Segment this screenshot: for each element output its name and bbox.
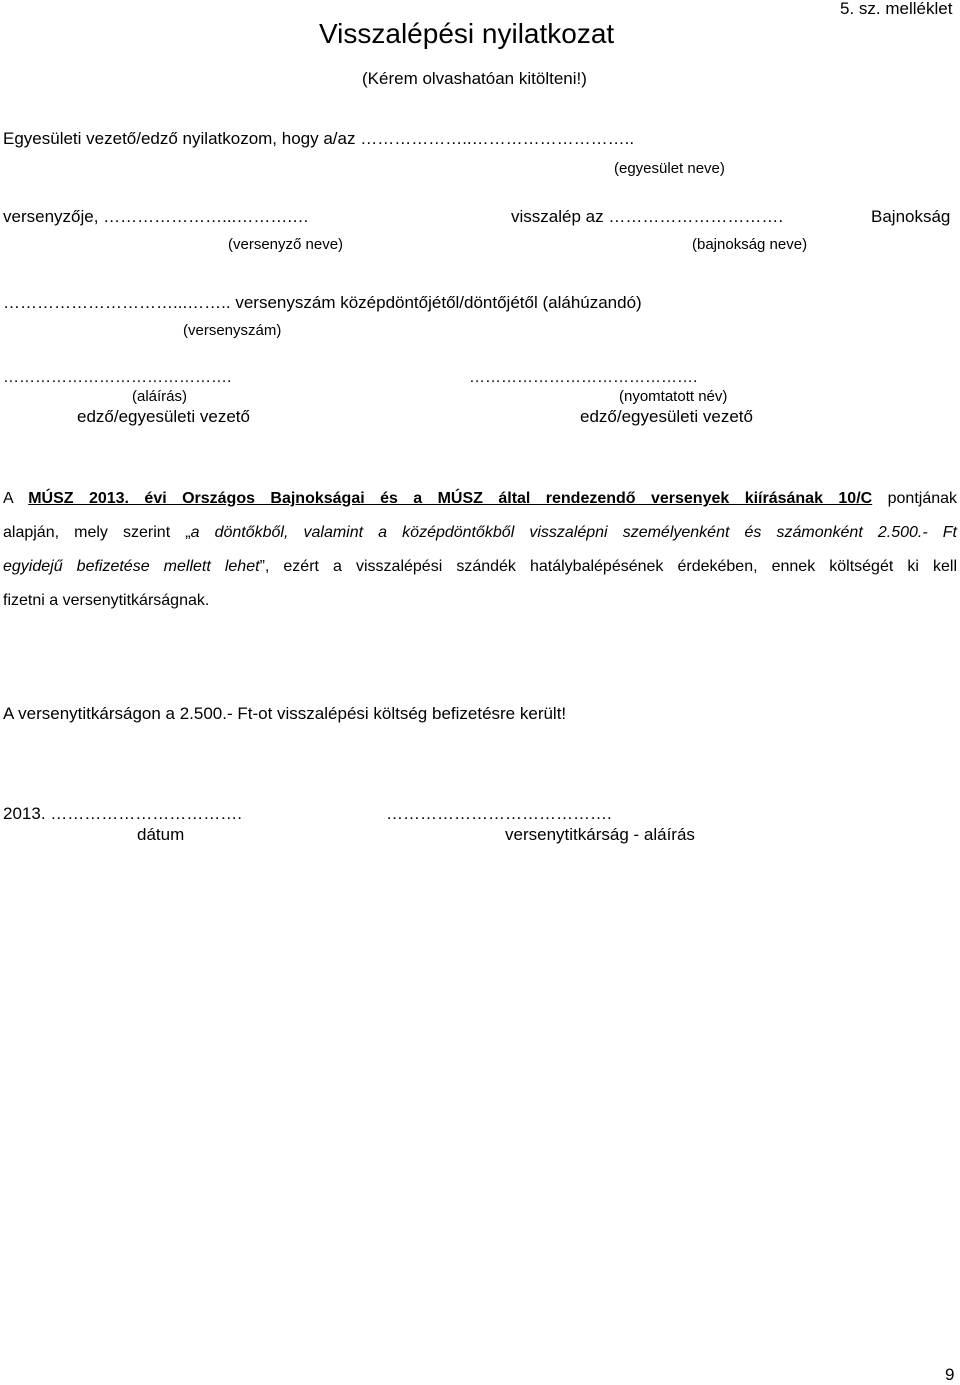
rule-line-3 — [3, 550, 957, 584]
rule-reference: MÚSZ 2013. évi Országos Bajnokságai és a MÚSZ által rendezendő versenyek kiírásának 10/C — [28, 490, 873, 507]
rule-text: fizetni a versenytitkárságnak. — [3, 592, 210, 609]
declaration-line-withdraw: visszalép az …………………………. — [511, 207, 784, 226]
date-dots: 2013. ……………………………. — [3, 804, 242, 823]
fill-instruction: (Kérem olvashatóan kitölteni!) — [362, 69, 587, 88]
rule-line-2 — [3, 516, 957, 550]
date-caption: dátum — [137, 825, 185, 844]
rule-text: A — [3, 490, 29, 507]
signature-role-left: edző/egyesületi vezető — [77, 407, 250, 426]
declaration-line-event: …………………………...…….. versenyszám középdöntőjétől/döntőjétől (aláhúzandó) — [3, 293, 642, 312]
rule-line-4 — [3, 584, 957, 618]
secretariat-signature-caption: versenytitkárság - aláírás — [505, 825, 695, 844]
signature-role-right: edző/egyesületi vezető — [580, 407, 753, 426]
club-name-caption: (egyesület neve) — [614, 160, 725, 177]
rule-text: pontjának — [872, 490, 958, 507]
declaration-line-club: Egyesületi vezető/edző nyilatkozom, hogy a/az ………………..……………………….. — [3, 129, 635, 148]
page-title: Visszalépési nyilatkozat — [319, 18, 615, 49]
secretariat-signature-dots: …………………………………. — [386, 804, 612, 823]
rule-quote: a döntőkből, valamint a középdöntőkből visszalépni személyenként és számonként 2.500.- Ft — [190, 524, 958, 541]
event-caption: (versenyszám) — [183, 322, 282, 339]
championship-name-caption: (bajnokság neve) — [692, 236, 808, 253]
rule-line-1 — [3, 482, 957, 516]
signature-dots-right: ……………………………………. — [469, 369, 698, 386]
rule-text: ”, ezért a visszalépési szándék hatálybalépésének érdekében, ennek költségét ki kell — [259, 558, 957, 575]
page-number: 9 — [945, 1365, 955, 1384]
rule-text: alapján, mely szerint „ — [3, 524, 191, 541]
payment-confirmation: A versenytitkárságon a 2.500.- Ft-ot visszalépési költség befizetésre került! — [3, 704, 567, 723]
declaration-line-athlete: versenyzője, …………………...……….… — [3, 207, 310, 226]
signature-dots-left: ……………………………………. — [3, 369, 232, 386]
rule-paragraph — [3, 482, 957, 618]
championship-word: Bajnokság — [871, 207, 951, 226]
signature-caption: (aláírás) — [132, 388, 188, 405]
rule-quote: egyidejű befizetése mellett lehet — [3, 558, 260, 575]
athlete-name-caption: (versenyző neve) — [228, 236, 344, 253]
printed-name-caption: (nyomtatott név) — [619, 388, 728, 405]
annex-label: 5. sz. melléklet — [840, 0, 953, 18]
